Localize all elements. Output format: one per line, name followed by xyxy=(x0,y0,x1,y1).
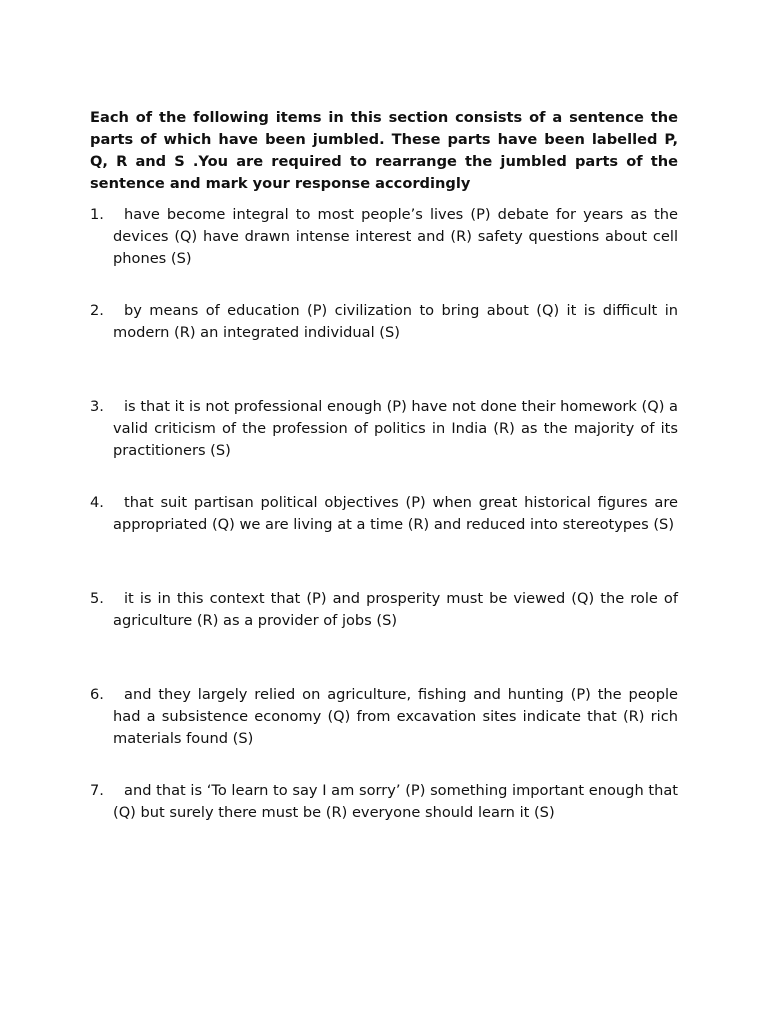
question-item xyxy=(90,492,678,588)
question-text: and that is ‘To learn to say I am sorry’ (P) something important enough that (Q) but surely there must be (R) everyone should learn it (S) xyxy=(113,782,678,821)
question-number: 5. xyxy=(90,590,104,607)
document-page xyxy=(90,107,678,876)
question-number: 2. xyxy=(90,302,104,319)
question-number: 4. xyxy=(90,494,104,511)
question-text: and they largely relied on agriculture, fishing and hunting (P) the people had a subsistence economy (Q) from excavation sites indicate that (R) rich materials found (S) xyxy=(113,686,678,747)
question-item xyxy=(90,300,678,396)
question-number: 7. xyxy=(90,782,104,799)
question-item xyxy=(90,588,678,684)
question-text: have become integral to most people’s lives (P) debate for years as the devices (Q) have drawn intense interest and (R) safety questions about cell phones (S) xyxy=(113,206,678,267)
question-text: by means of education (P) civilization to bring about (Q) it is difficult in modern (R) an integrated individual (S) xyxy=(113,302,678,341)
question-number: 1. xyxy=(90,206,104,223)
question-number: 3. xyxy=(90,398,104,415)
question-item xyxy=(90,396,678,492)
question-list xyxy=(90,204,678,876)
question-item xyxy=(90,684,678,780)
question-text: is that it is not professional enough (P) have not done their homework (Q) a valid criticism of the profession of politics in India (R) as the majority of its practitioners (S) xyxy=(113,398,678,459)
question-item xyxy=(90,204,678,300)
question-text: it is in this context that (P) and prosperity must be viewed (Q) the role of agriculture (R) as a provider of jobs (S) xyxy=(113,590,678,629)
question-text: that suit partisan political objectives (P) when great historical figures are appropriated (Q) we are living at a time (R) and reduced into stereotypes (S) xyxy=(113,494,678,533)
question-number: 6. xyxy=(90,686,104,703)
section-instructions: Each of the following items in this section consists of a sentence the parts of which have been jumbled. These parts have been labelled P, Q, R and S .You are required to rearrange the jumbled parts of the sentence and mark your response accordingly xyxy=(90,109,678,192)
question-item xyxy=(90,780,678,876)
